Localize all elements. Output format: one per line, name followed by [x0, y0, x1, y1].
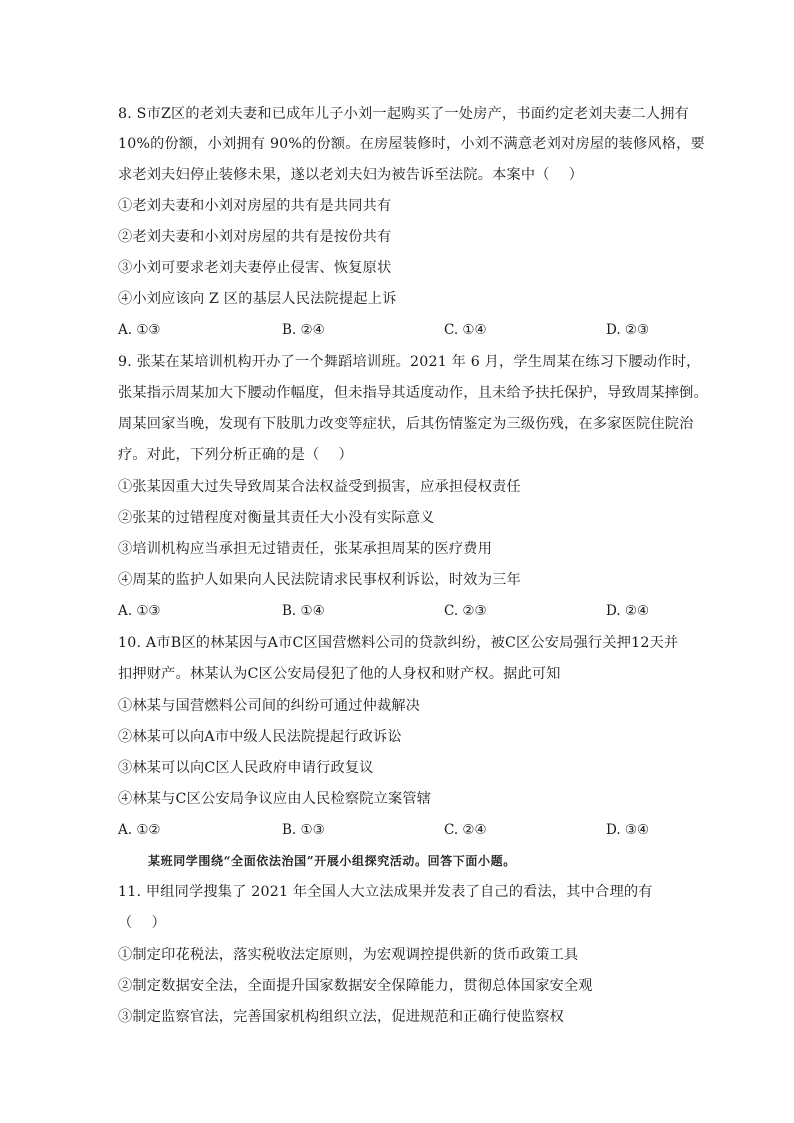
- q8-statement-4: ④小刘应该向 Z 区的基层人民法院提起上诉: [118, 291, 397, 307]
- q9-statement-2: ②张某的过错程度对衡量其责任大小没有实际意义: [118, 510, 435, 526]
- q11-stem-line-1: 11. 甲组同学搜集了 2021 年全国人大立法成果并发表了自己的看法，其中合理的有: [118, 884, 653, 900]
- group-intro-text: 某班同学围绕“全面依法治国”开展小组探究活动。回答下面小题。: [148, 854, 516, 868]
- q11-statement-2: ②制定数据安全法，全面提升国家数据安全保障能力，贯彻总体国家安全观: [118, 978, 593, 994]
- q9-option-d[interactable]: D. ②④: [606, 603, 650, 619]
- q9-option-a[interactable]: A. ①③: [118, 603, 161, 619]
- q10-options: [118, 820, 678, 840]
- q8-option-d[interactable]: D. ②③: [606, 322, 650, 338]
- q10-statement-4: ④林某与C区公安局争议应由人民检察院立案管辖: [118, 791, 432, 807]
- q9-stem-line-2: 张某指示周某加大下腰动作幅度，但未指导其适度动作，且未给予扶托保护，导致周某摔倒。: [118, 385, 708, 401]
- q9-option-c[interactable]: C. ②③: [444, 603, 487, 619]
- q8-statement-2: ②老刘夫妻和小刘对房屋的共有是按份共有: [118, 229, 392, 245]
- q10-statement-3: ③林某可以向C区人民政府申请行政复议: [118, 760, 374, 776]
- q10-statement-1: ①林某与国营燃料公司间的纠纷可通过仲裁解决: [118, 698, 421, 714]
- q11-statement-1: ①制定印花税法，落实税收法定原则，为宏观调控提供新的货币政策工具: [118, 947, 579, 963]
- q9-stem-line-4: 疗。对此，下列分析正确的是（ ）: [118, 447, 353, 463]
- q10-option-b[interactable]: B. ①③: [282, 822, 325, 838]
- q8-statement-1: ①老刘夫妻和小刘对房屋的共有是共同共有: [118, 198, 392, 214]
- q8-stem-line-1: 8. S市Z区的老刘夫妻和已成年儿子小刘一起购买了一处房产，书面约定老刘夫妻二人拥有: [118, 106, 689, 122]
- q8-options: [118, 320, 678, 340]
- q10-option-d[interactable]: D. ③④: [606, 822, 650, 838]
- q9-option-b[interactable]: B. ①④: [282, 603, 325, 619]
- q9-statement-1: ①张某因重大过失导致周某合法权益受到损害，应承担侵权责任: [118, 479, 521, 495]
- q11-stem-line-2: （ ）: [118, 915, 166, 931]
- q10-option-a[interactable]: A. ①②: [118, 822, 161, 838]
- q8-stem-line-3: 求老刘夫妇停止装修未果，遂以老刘夫妇为被告诉至法院。本案中（ ）: [118, 167, 584, 183]
- q10-stem-line-1: 10. A市B区的林某因与A市C区国营燃料公司的贷款纠纷，被C区公安局强行关押12天并: [118, 635, 679, 651]
- q9-statement-4: ④周某的监护人如果向人民法院请求民事权利诉讼，时效为三年: [118, 572, 521, 588]
- q10-statement-2: ②林某可以向A市中级人民法院提起行政诉讼: [118, 729, 402, 745]
- q10-option-c[interactable]: C. ②④: [444, 822, 487, 838]
- q8-option-c[interactable]: C. ①④: [444, 322, 487, 338]
- q9-stem-line-1: 9. 张某在某培训机构开办了一个舞蹈培训班。2021 年 6 月，学生周某在练习下腰动作时，: [118, 354, 701, 370]
- q8-stem-line-2: 10%的份额，小刘拥有 90%的份额。在房屋装修时，小刘不满意老刘对房屋的装修风格，要: [118, 136, 705, 152]
- q8-option-a[interactable]: A. ①③: [118, 322, 161, 338]
- q9-stem-line-3: 周某回家当晚，发现有下肢肌力改变等症状，后其伤情鉴定为三级伤残，在多家医院住院治: [118, 416, 694, 432]
- q8-option-b[interactable]: B. ②④: [282, 322, 325, 338]
- q10-stem-line-2: 扣押财产。林某认为C区公安局侵犯了他的人身权和财产权。据此可知: [118, 666, 561, 682]
- q9-statement-3: ③培训机构应当承担无过错责任，张某承担周某的医疗费用: [118, 541, 493, 557]
- q9-options: [118, 601, 678, 621]
- q11-statement-3: ③制定监察官法，完善国家机构组织立法，促进规范和正确行使监察权: [118, 1009, 565, 1025]
- q8-statement-3: ③小刘可要求老刘夫妻停止侵害、恢复原状: [118, 260, 392, 276]
